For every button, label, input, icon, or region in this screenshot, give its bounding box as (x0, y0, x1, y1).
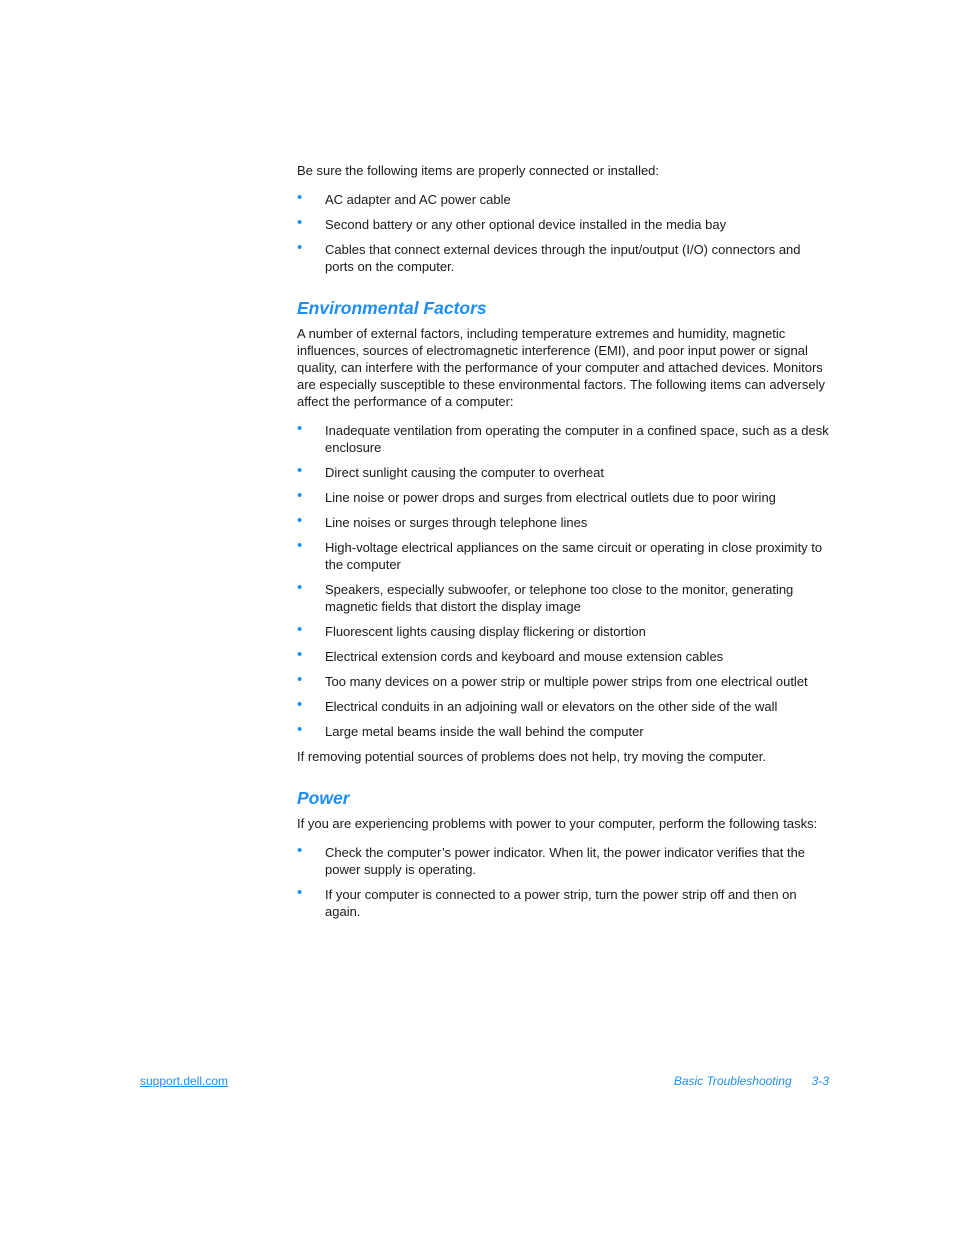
bullet-icon: • (297, 721, 303, 738)
bullet-icon: • (297, 512, 303, 529)
bullet-icon: • (297, 239, 303, 256)
list-item: • High-voltage electrical appliances on the same circuit or operating in close proximity to the computer (297, 537, 823, 572)
env-list (297, 422, 829, 740)
bullet-icon: • (297, 621, 303, 638)
bullet-icon: • (297, 671, 303, 688)
list-item: • Direct sunlight causing the computer to overheat (297, 462, 604, 480)
intro-list (297, 191, 829, 275)
bullet-icon: • (297, 487, 303, 504)
section-heading-environmental: Environmental Factors (297, 298, 487, 318)
list-item: • Too many devices on a power strip or multiple power strips from one electrical outlet (297, 671, 808, 689)
bullet-icon: • (297, 537, 303, 554)
list-item: • If your computer is connected to a power strip, turn the power strip off and then on again. (297, 884, 797, 919)
list-item: • Check the computer’s power indicator. When lit, the power indicator verifies that the power supply is operating. (297, 842, 806, 877)
intro-text: Be sure the following items are properly connected or installed: (297, 163, 660, 178)
footer-page-number: 3-3 (811, 1074, 829, 1088)
env-paragraph: A number of external factors, including temperature extremes and humidity, magnetic influences, sources of electromagnetic interference (EMI), and poor input power or signal quality, can interfere with the performance of your computer and attached devices. Monitors are especially susceptible to these environmental factors. The following items can adversely affect the performance of a computer: (297, 326, 825, 409)
list-item: • Second battery or any other optional device installed in the media bay (297, 214, 727, 232)
list-item: • Speakers, especially subwoofer, or telephone too close to the monitor, generating magnetic fields that distort the display image (297, 579, 794, 614)
list-item: • Inadequate ventilation from operating the computer in a confined space, such as a desk enclosure (297, 420, 829, 455)
bullet-icon: • (297, 579, 303, 596)
list-item: • Fluorescent lights causing display flickering or distortion (297, 621, 646, 639)
list-item: • Line noises or surges through telephone lines (297, 512, 588, 530)
bullet-icon: • (297, 420, 303, 437)
footer-section-title: Basic Troubleshooting (673, 1074, 792, 1088)
page-content (297, 162, 829, 928)
env-closing-text: If removing potential sources of problems does not help, try moving the computer. (297, 749, 766, 764)
bullet-icon: • (297, 646, 303, 663)
bullet-icon: • (297, 189, 303, 206)
bullet-icon: • (297, 696, 303, 713)
list-item: • Line noise or power drops and surges from electrical outlets due to poor wiring (297, 487, 776, 505)
footer-support-link[interactable]: support.dell.com (140, 1074, 229, 1088)
list-item: • Electrical conduits in an adjoining wall or elevators on the other side of the wall (297, 696, 778, 714)
footer-page-info (674, 1074, 829, 1088)
list-item: • Cables that connect external devices through the input/output (I/O) connectors and ports on the computer. (297, 239, 801, 274)
list-item: • Electrical extension cords and keyboard and mouse extension cables (297, 646, 724, 664)
bullet-icon: • (297, 462, 303, 479)
power-list (297, 844, 829, 920)
section-heading-power: Power (297, 788, 350, 808)
power-paragraph: If you are experiencing problems with power to your computer, perform the following tasks: (297, 816, 818, 831)
bullet-icon: • (297, 842, 303, 859)
list-item: • AC adapter and AC power cable (297, 189, 511, 207)
bullet-icon: • (297, 214, 303, 231)
bullet-icon: • (297, 884, 303, 901)
list-item: • Large metal beams inside the wall behind the computer (297, 721, 644, 739)
